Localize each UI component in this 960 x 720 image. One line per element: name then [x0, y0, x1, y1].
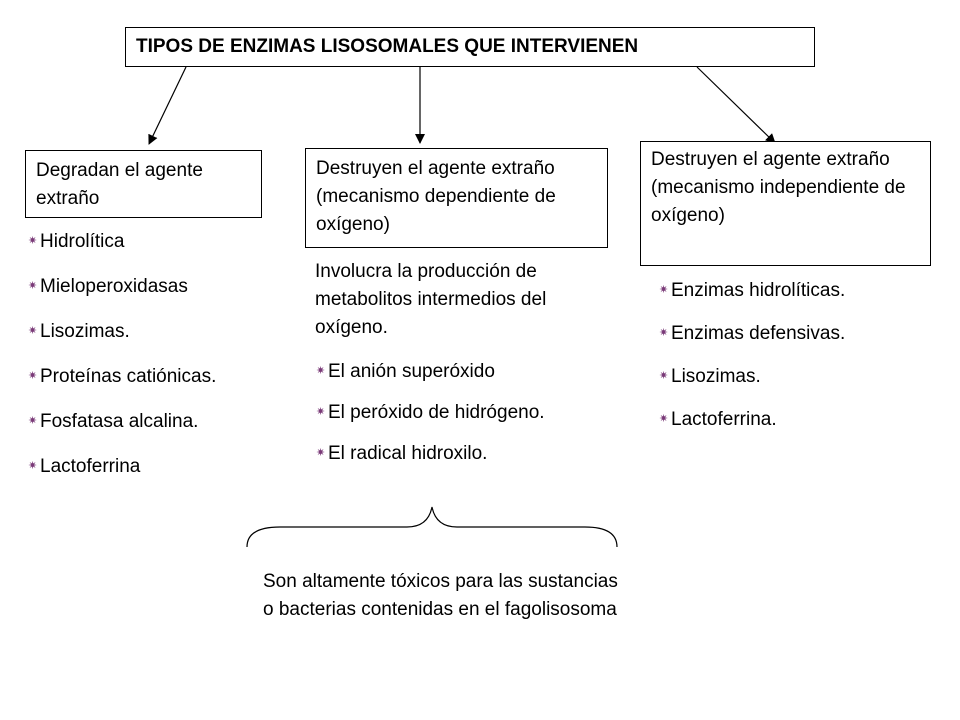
- list-item: ✷ Enzimas hidrolíticas.: [659, 280, 846, 301]
- list-item: ✷ El radical hidroxilo.: [316, 443, 488, 464]
- list-item: ✷ Lisozimas.: [28, 321, 130, 342]
- list-item: ✷ El anión superóxido: [316, 361, 495, 382]
- star-bullet-icon: ✷: [28, 415, 38, 427]
- star-bullet-icon: ✷: [659, 370, 669, 382]
- list-item: ✷ El peróxido de hidrógeno.: [316, 402, 545, 423]
- star-bullet-icon: ✷: [659, 413, 669, 425]
- list-item: ✷ Lactoferrina: [28, 456, 141, 477]
- arrow-to-left-box: [149, 67, 186, 144]
- star-bullet-icon: ✷: [316, 365, 326, 377]
- middle-category-label: Destruyen el agente extraño (mecanismo dependiente de oxígeno): [316, 158, 556, 235]
- list-item: ✷ Lactoferrina.: [659, 409, 777, 430]
- middle-metabolite-list: [316, 359, 576, 482]
- middle-category-box: [305, 148, 608, 248]
- middle-description: Involucra la producción de metabolitos intermedios del oxígeno.: [315, 261, 547, 338]
- star-bullet-icon: ✷: [659, 284, 669, 296]
- left-category-label: Degradan el agente extraño: [36, 160, 203, 209]
- conclusion-text: Son altamente tóxicos para las sustancias o bacterias contenidas en el fagolisosoma: [263, 571, 618, 620]
- star-bullet-icon: ✷: [659, 327, 669, 339]
- star-bullet-icon: ✷: [28, 460, 38, 472]
- list-item: ✷ Hidrolítica: [28, 231, 125, 252]
- left-enzyme-list: [28, 229, 216, 499]
- curly-brace: [247, 507, 617, 547]
- star-bullet-icon: ✷: [28, 280, 38, 292]
- title-box: [125, 27, 815, 67]
- left-category-box: [25, 150, 262, 218]
- arrow-to-right-box: [697, 67, 775, 143]
- star-bullet-icon: ✷: [28, 325, 38, 337]
- star-bullet-icon: ✷: [316, 406, 326, 418]
- star-bullet-icon: ✷: [28, 235, 38, 247]
- right-enzyme-list: [659, 278, 845, 450]
- list-item: ✷ Proteínas catiónicas.: [28, 366, 217, 387]
- star-bullet-icon: ✷: [316, 447, 326, 459]
- star-bullet-icon: ✷: [28, 370, 38, 382]
- list-item: ✷ Enzimas defensivas.: [659, 323, 846, 344]
- list-item: ✷ Lisozimas.: [659, 366, 761, 387]
- right-category-box: [640, 141, 931, 266]
- diagram-title: TIPOS DE ENZIMAS LISOSOMALES QUE INTERVIENEN: [136, 36, 639, 57]
- list-item: ✷ Fosfatasa alcalina.: [28, 411, 199, 432]
- list-item: ✷ Mieloperoxidasas: [28, 276, 188, 297]
- right-category-label: Destruyen el agente extraño (mecanismo independiente de oxígeno): [651, 149, 906, 226]
